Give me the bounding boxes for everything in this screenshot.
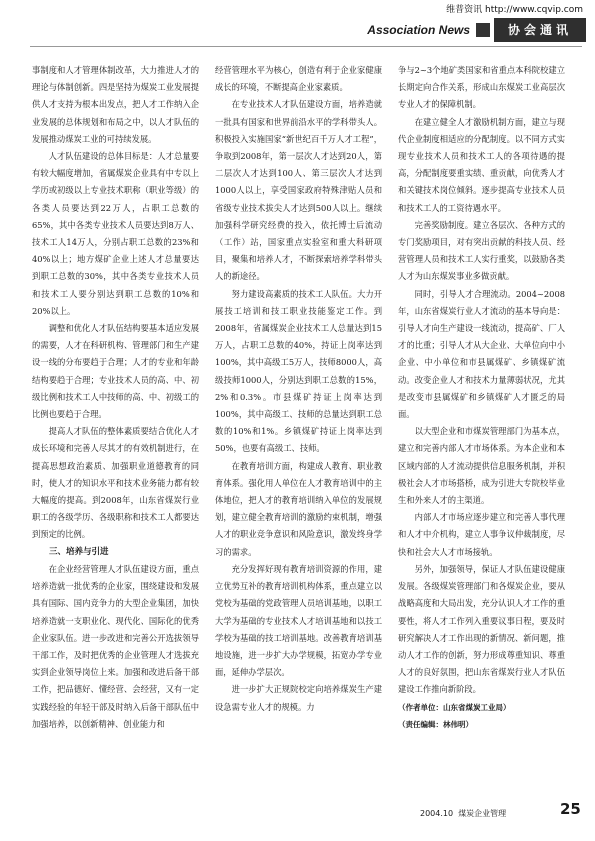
paragraph: 努力建设高素质的技术工人队伍。大力开展技工培训和技工职业技能鉴定工作。到2008年，省属煤炭企业技术工人总量达到15万人，占职工总数的40%，持证上岗率达到100%，其中高级工5万人，技师8000人，高级技师1000人，分别达到职工总数的15%，2%和0.3%。市县煤矿持证上岗率达到100%，其中高级工、技师的总量达到职工总数的10%和1%。乡镇煤矿持证上岗率达到50%，也要有高级工、技师。 [215, 288, 382, 454]
page-number: 25 [560, 800, 581, 818]
page-footer [420, 808, 506, 819]
issue-date: 2004.10 [420, 809, 454, 818]
paragraph: 调整和优化人才队伍结构要基本适应发展的需要，人才在科研机构、管理部门和生产建设一线的分布要趋于合理；人才的专业和年龄结构要趋于合理；专业技术人员的高、中、初级比例和技术工人中技师的高、中、初级工的比例也要趋于合理。 [32, 323, 199, 420]
paragraph: 进一步扩大正规院校定向培养煤炭生产建设急需专业人才的规模。力 [215, 684, 382, 712]
watermark-text: 维普资讯 http://www.cqvip.com [446, 5, 583, 15]
paragraph: 在教育培训方面，构建成人教育、职业教育体系。强化用人单位在人才教育培训中的主体地位，把人才的教育培训纳入单位的发展规划，建立健全教育培训的激励约束机制，增强人才的职业竞争意识和风险意识，激发终身学习的需求。 [215, 460, 382, 557]
paragraph: 事制度和人才管理体制改革，大力推进人才的理论与体制创新。四是坚持为煤炭工业发展提供人才支持为根本出发点，把人才工作纳入企业发展的总体规划和布局之中，以人才队伍的发展推动煤炭工业的可持续发展。 [32, 65, 199, 144]
banner-square-icon [476, 23, 490, 37]
section-heading: 三、培养与引进 [49, 546, 109, 557]
paragraph: 完善奖励制度。建立各层次、各种方式的专门奖励项目，对有突出贡献的科技人员、经营管理人员和技术工人实行重奖，以鼓励各类人才为山东煤炭事业多做贡献。 [398, 219, 565, 282]
paragraph: 经营管理水平为核心，创造有利于企业家健康成长的环境，不断提高企业家素质。 [215, 65, 382, 93]
text-column-right [398, 62, 565, 782]
paragraph: 以大型企业和市煤炭管理部门为基本点，建立和完善内部人才市场体系。为本企业和本区域内部的人才流动提供信息服务机制，并积极社会人才市场搭桥，成为引进大专院校毕业生和外来人才的主渠道。 [398, 426, 565, 506]
magazine-name: 煤炭企业管理 [458, 809, 507, 818]
paragraph: 同时，引导人才合理流动。2004~2008年，山东省煤炭行业人才流动的基本导向是：引导人才向生产建设一线流动，提高矿、厂人才的比重；引导人才从大企业、大单位向中小企业、中小单位和市县属煤矿、乡镇煤矿流动。改变企业人才和技术力量薄弱状况，尤其是改变市县属煤矿和乡镇煤矿人才匮乏的局面。 [398, 288, 565, 420]
section-banner [340, 18, 588, 42]
paragraph: 人才队伍建设的总体目标是：人才总量要有较大幅度增加，省属煤炭企业具有中专以上学历或初级以上专业技术职称（职业等级）的各类人员要达到22万人，占职工总数的65%，其中各类专业技术人员要达到8万人、技术工人14万人，分别占职工总数的23%和40%以上；地方煤矿企业上述人才总量要达到职工总数的30%，其中各类专业技术人员和技术工人要分别达到职工总数的10%和20%以上。 [32, 151, 199, 316]
section-title-en: Association News [367, 23, 470, 37]
paragraph: 在企业经营管理人才队伍建设方面，重点培养造就一批优秀的企业家，围绕建设和发展具有国际、国内竞争力的大型企业集团，加快培养造就一支职业化、现代化、国际化的优秀企业家队伍。进一步改进和完善公开选拔领导干部工作，及时把优秀的企业管理人才选拔充实到企业领导岗位上来。加强和改进后备干部工作，把品德好、懂经营、会经营，又有一定实践经验的年轻干部及时纳入后备干部队伍中加强培养，以创新精神、创业能力和 [32, 563, 199, 729]
paragraph: 另外，加强领导，保证人才队伍建设健康发展。各级煤炭管理部门和各煤炭企业，要从战略高度和大局出发，充分认识人才工作的重要性，将人才工作列入重要议事日程，要及时研究解决人才工作出现的新情况、新问题，推动人才工作的创新，努力形成尊重知识、尊重人才的良好氛围，把山东省煤炭行业人才队伍建设工作推向新阶段。 [398, 563, 565, 695]
paragraph: 提高人才队伍的整体素质要结合优化人才成长环境和完善人尽其才的有效机制进行，在提高思想政治素质、加强职业道德教育的同时，使人才的知识水平和技术业务能力都有较大幅度的提高。到2008年，山东省煤炭行业职工的各级学历、各级职称和技术工人都要达到预定的比例。 [32, 426, 199, 540]
author-note: （作者单位：山东省煤炭工业局） [398, 702, 511, 712]
author-note: （责任编辑：林伟明） [398, 719, 473, 729]
text-column-left [32, 62, 199, 782]
section-title-cn: 协会通讯 [494, 18, 586, 42]
paragraph: 争与2~3个地矿类国家和省重点本科院校建立长期定向合作关系，形成山东煤炭工业高层次专业人才的保障机制。 [398, 65, 565, 110]
paragraph: 内部人才市场应逐步建立和完善人事代理和人才中介机构，建立人事争议仲裁制度，尽快和社会大人才市场接轨。 [398, 512, 565, 557]
paragraph: 充分发挥好现有教育培训资源的作用，建立优势互补的教育培训机构体系，重点建立以党校为基础的党政管理人员培训基地，以职工大学为基础的专业技术人才培训基地和以技工学校为基础的技工培训基地。改善教育培训基地设施，进一步扩大办学规模，拓宽办学专业面，延伸办学层次。 [215, 563, 382, 678]
text-column-middle [215, 62, 382, 782]
header-divider [30, 46, 582, 47]
paragraph: 在专业技术人才队伍建设方面，培养造就一批具有国家和世界前沿水平的学科带头人。积极投入实施国家“新世纪百千万人才工程”，争取到2008年，第一层次人才达到20人，第二层次人才达到100人、第三层次人才达到1000人以上，享受国家政府特殊津贴人员和省级专业技术拔尖人才达到500人以上。继续加强科学研究经费的投入，依托博士后流动（工作）站，国家重点实验室和重大科研项目，聚集和培养人才，不断探索培养学科带头人的新途径。 [215, 99, 382, 282]
paragraph: 在建立健全人才激励机制方面，建立与现代企业制度相适应的分配制度。以不同方式实现专业技术人员和技术工人的各项待遇的提高，分配制度要重实绩、重贡献，向优秀人才和关键技术岗位倾斜。逐步提高专业技术人员和技术工人的工资待遇水平。 [398, 116, 565, 213]
